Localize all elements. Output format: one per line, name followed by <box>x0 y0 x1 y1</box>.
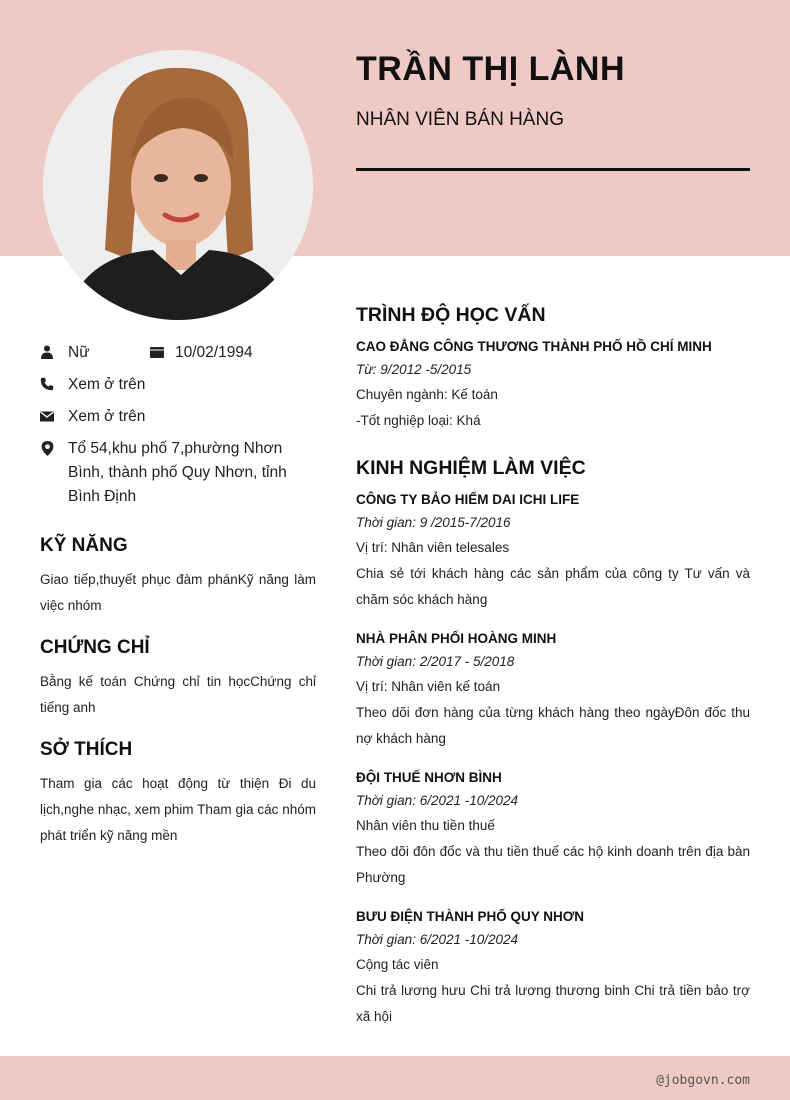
job-description: Theo dõi đơn hàng của từng khách hàng theo ngàyĐôn đốc thu nợ khách hàng <box>356 705 750 746</box>
address-line-2: Bình, thành phố Quy Nhơn, tỉnh <box>68 464 287 481</box>
education-period: Từ: 9/2012 -5/2015 <box>356 362 472 377</box>
job-company: BƯU ĐIỆN THÀNH PHỐ QUY NHƠN <box>356 909 584 924</box>
email-value: Xem ở trên <box>68 408 146 425</box>
job-position: Vị trí: Nhân viên kế toán <box>356 679 501 694</box>
profile-photo <box>43 50 313 320</box>
calendar-icon <box>150 341 175 363</box>
skills-heading: KỸ NĂNG <box>40 535 128 556</box>
education-heading: TRÌNH ĐỘ HỌC VẤN <box>356 304 546 326</box>
footer-watermark: @jobgovn.com <box>656 1073 750 1088</box>
job-company: NHÀ PHÂN PHỐI HOÀNG MINH <box>356 631 557 646</box>
job-company: CÔNG TY BẢO HIỂM DAI ICHI LIFE <box>356 492 580 507</box>
address-value <box>68 437 287 509</box>
envelope-icon <box>40 405 68 427</box>
person-icon <box>40 341 68 363</box>
job-period: Thời gian: 2/2017 - 5/2018 <box>356 654 515 669</box>
education-grade: -Tốt nghiệp loại: Khá <box>356 413 481 428</box>
address-row <box>40 437 287 509</box>
job-position: Vị trí: Nhân viên telesales <box>356 540 510 555</box>
education-major: Chuyên ngành: Kế toán <box>356 387 498 402</box>
certificates-heading: CHỨNG CHỈ <box>40 637 150 658</box>
hobbies-text: Tham gia các hoạt động từ thiện Đi du lịch,nghe nhạc, xem phim Tham gia các nhóm phát triển kỹ năng mền <box>40 776 316 843</box>
job-period: Thời gian: 6/2021 -10/2024 <box>356 793 519 808</box>
skills-text: Giao tiếp,thuyết phục đàm phánKỹ năng làm việc nhóm <box>40 572 316 613</box>
job-description: Chia sẻ tới khách hàng các sản phẩm của công ty Tư vấn và chăm sóc khách hàng <box>356 566 750 607</box>
location-pin-icon <box>40 437 68 459</box>
phone-value: Xem ở trên <box>68 376 146 393</box>
job-period: Thời gian: 9 /2015-7/2016 <box>356 515 511 530</box>
candidate-name: TRẦN THỊ LÀNH <box>356 50 626 88</box>
birthdate-value: 10/02/1994 <box>175 344 253 361</box>
job-title: NHÂN VIÊN BÁN HÀNG <box>356 109 564 130</box>
job-position: Nhân viên thu tiền thuế <box>356 818 495 833</box>
job-company: ĐỘI THUẾ NHƠN BÌNH <box>356 770 502 785</box>
experience-heading: KINH NGHIỆM LÀM VIỆC <box>356 457 586 479</box>
hobbies-heading: SỞ THÍCH <box>40 739 133 760</box>
gender-row <box>40 341 90 365</box>
job-description: Theo dõi đôn đốc và thu tiền thuế các hộ kinh doanh trên địa bàn Phường <box>356 844 750 885</box>
title-divider <box>356 168 750 171</box>
job-position: Cộng tác viên <box>356 957 439 972</box>
certificates-text: Bằng kế toán Chứng chỉ tin họcChứng chỉ tiếng anh <box>40 674 316 715</box>
address-line-3: Bình Định <box>68 488 137 505</box>
job-description: Chi trả lương hưu Chi trả lương thương binh Chi trả tiền bảo trợ xã hội <box>356 983 750 1024</box>
email-row <box>40 405 145 429</box>
phone-row <box>40 373 145 397</box>
phone-icon <box>40 373 68 395</box>
address-line-1: Tổ 54,khu phố 7,phường Nhơn <box>68 440 283 457</box>
gender-value: Nữ <box>68 344 90 361</box>
job-period: Thời gian: 6/2021 -10/2024 <box>356 932 519 947</box>
education-school: CAO ĐẲNG CÔNG THƯƠNG THÀNH PHỐ HỒ CHÍ MINH <box>356 339 712 354</box>
birthdate-row <box>150 341 253 365</box>
